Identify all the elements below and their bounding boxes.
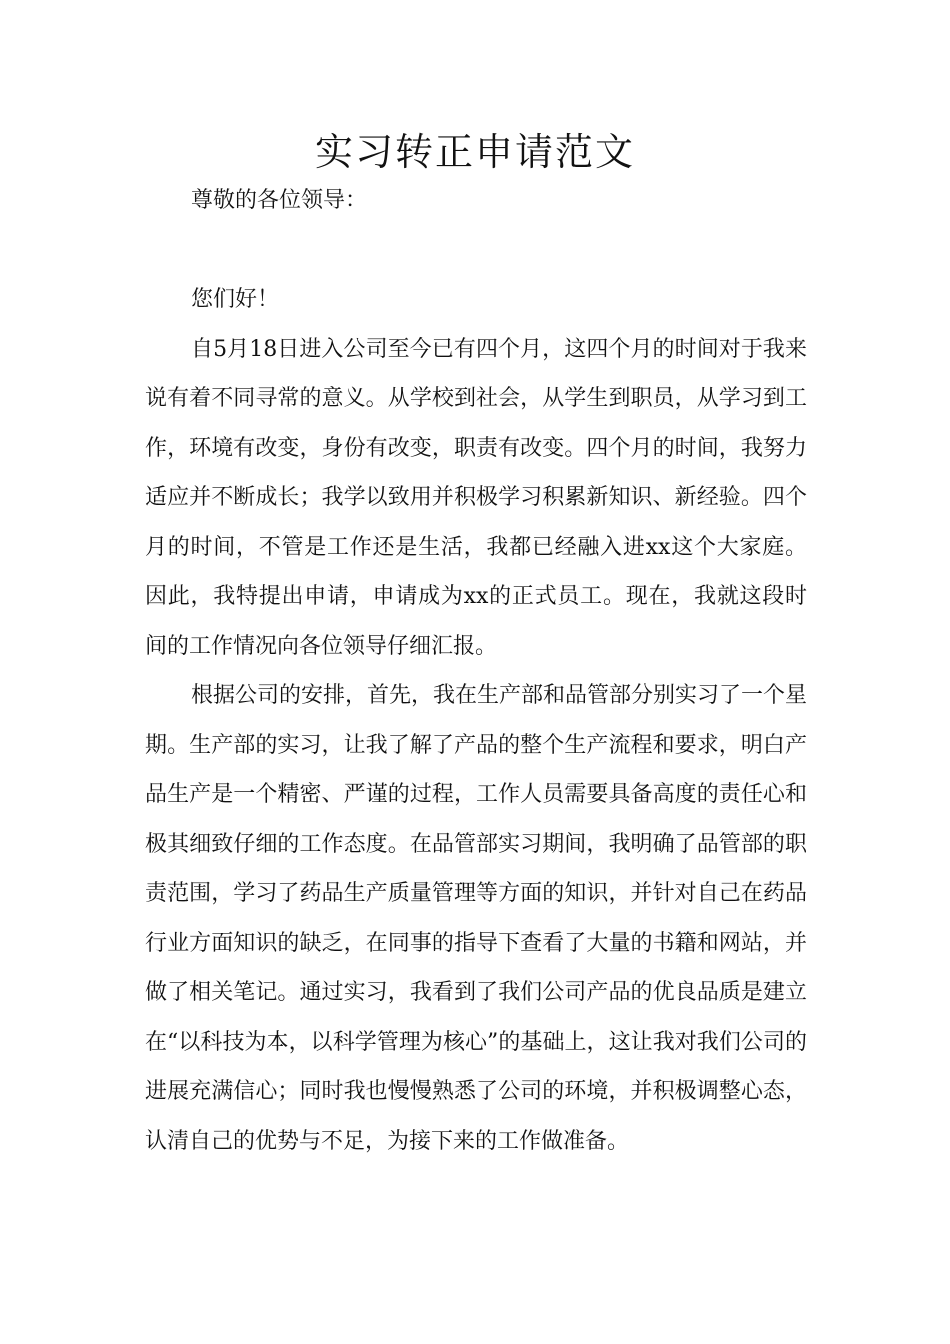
paragraph-2: 根据公司的安排，首先，我在生产部和品管部分别实习了一个星期。生产部的实习，让我了解了产品的整个生产流程和要求，明白产品生产是一个精密、严谨的过程，工作人员需要具备高度的责任心和极其细致仔细的工作态度。在品管部实习期间，我明确了品管部的职责范围，学习了药品生产质量管理等方面的知识，并针对自己在药品行业方面知识的缺乏，在同事的指导下查看了大量的书籍和网站，并做了相关笔记。通过实习，我看到了我们公司产品的优良品质是建立在“以科技为本，以科学管理为核心”的基础上，这让我对我们公司的进展充满信心；同时我也慢慢熟悉了公司的环境，并积极调整心态，认清自己的优势与不足，为接下来的工作做准备。 (145, 683, 808, 1154)
document-body (145, 176, 807, 1166)
greeting: 您们好！ (191, 287, 280, 312)
document-title: 实习转正申请范文 (314, 130, 635, 174)
salutation: 尊敬的各位领导： (191, 188, 368, 213)
paragraph-1: 自5月18日进入公司至今已有四个月，这四个月的时间对于我来说有着不同寻常的意义。从学校到社会，从学生到职员，从学习到工作，环境有改变，身份有改变，职责有改变。四个月的时间，我努力适应并不断成长；我学以致用并积极学习积累新知识、新经验。四个月的时间，不管是工作还是生活，我都已经融入进xx这个大家庭。因此，我特提出申请，申请成为xx的正式员工。现在，我就这段时间的工作情况向各位领导仔细汇报。 (145, 336, 807, 659)
